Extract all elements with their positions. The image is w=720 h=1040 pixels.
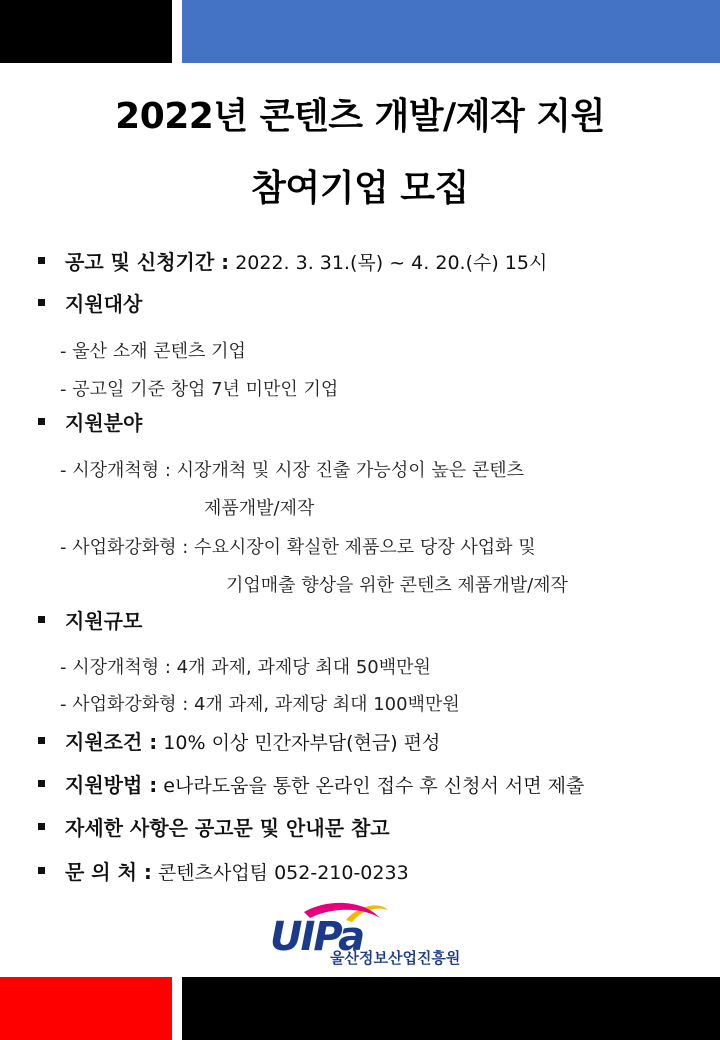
period-value: 2022. 3. 31.(목) ~ 4. 20.(수) 15시 xyxy=(235,252,548,274)
field-sub2-line1: - 사업화강화형 : 수요시장이 확실한 제품으로 당장 사업화 및 xyxy=(60,537,536,558)
target-label: 지원대상 xyxy=(65,292,143,316)
target-sub-2: - 공고일 기준 창업 7년 미만인 기업 xyxy=(60,379,339,400)
bottom-right-black-bar xyxy=(182,977,720,1040)
scale-item xyxy=(38,611,700,632)
contact-item xyxy=(38,862,700,883)
method-value: e나라도움을 통한 온라인 접수 후 신청서 서면 제출 xyxy=(163,775,585,797)
logo-mark-text: UIPa xyxy=(270,914,364,960)
target-sub-1: - 울산 소재 콘텐츠 기업 xyxy=(60,341,246,362)
period-label: 공고 및 신청기간 : xyxy=(65,250,230,274)
bullet-icon xyxy=(38,823,45,830)
bullet-icon xyxy=(38,418,45,425)
field-label: 지원분야 xyxy=(65,411,143,435)
title-line-1: 2022년 콘텐츠 개발/제작 지원 xyxy=(115,96,605,137)
method-item xyxy=(38,775,700,796)
detail-label: 자세한 사항은 공고문 및 안내문 참고 xyxy=(65,816,390,840)
condition-label: 지원조건 : xyxy=(65,730,158,754)
scale-sub-1: - 시장개척형 : 4개 과제, 과제당 최대 50백만원 xyxy=(60,657,431,678)
bottom-left-red-bar xyxy=(0,977,172,1040)
bullet-icon xyxy=(38,257,45,264)
top-right-blue-bar xyxy=(182,0,720,63)
target-item xyxy=(38,294,700,315)
title-line-2: 참여기업 모집 xyxy=(251,168,469,209)
top-left-black-bar xyxy=(0,0,172,63)
contact-value: 콘텐츠사업팀 052-210-0233 xyxy=(157,862,409,884)
logo-org-name: 울산정보산업진흥원 xyxy=(330,949,461,967)
condition-value: 10% 이상 민간자부담(현금) 편성 xyxy=(163,732,441,754)
bullet-icon xyxy=(38,299,45,306)
period-item xyxy=(38,252,700,273)
detail-item xyxy=(38,818,700,839)
field-item xyxy=(38,413,700,434)
field-sub1-line1: - 시장개척형 : 시장개척 및 시장 진출 가능성이 높은 콘텐츠 xyxy=(60,460,524,481)
scale-sub-2: - 사업화강화형 : 4개 과제, 과제당 최대 100백만원 xyxy=(60,694,460,715)
bullet-icon xyxy=(38,737,45,744)
contact-label: 문 의 처 : xyxy=(65,860,152,884)
bullet-icon xyxy=(38,616,45,623)
field-sub1-line2: 제품개발/제작 xyxy=(204,498,315,519)
bullet-icon xyxy=(38,780,45,787)
condition-item xyxy=(38,732,700,753)
scale-label: 지원규모 xyxy=(65,609,143,633)
field-sub2-line2: 기업매출 향상을 위한 콘텐츠 제품개발/제작 xyxy=(226,575,568,596)
bullet-icon xyxy=(38,867,45,874)
method-label: 지원방법 : xyxy=(65,773,158,797)
